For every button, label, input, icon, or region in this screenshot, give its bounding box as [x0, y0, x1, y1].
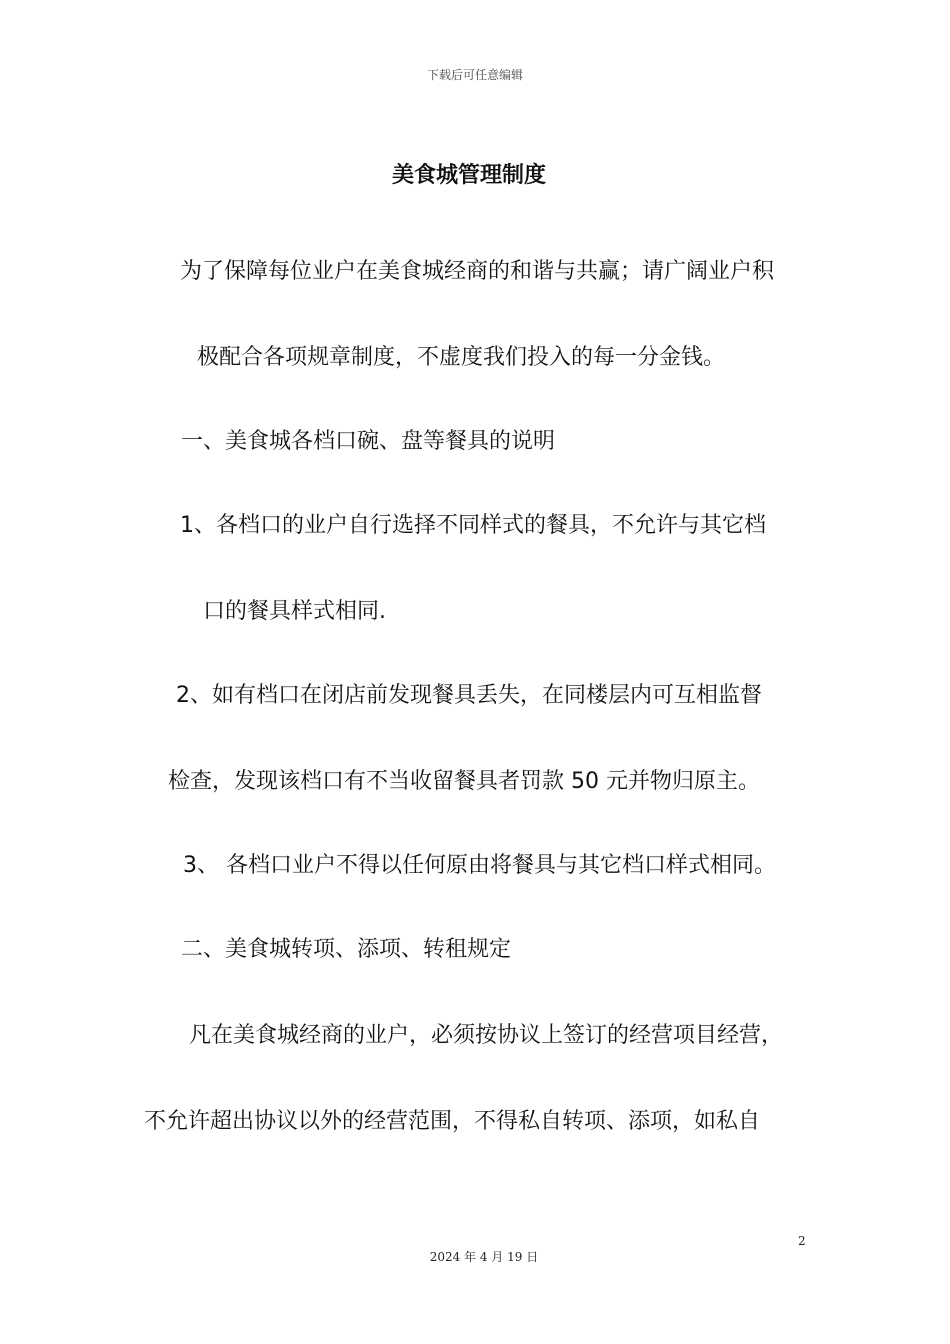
body-line-8: 凡在美食城经商的业户，必须按协议上签订的经营项目经营，	[189, 1023, 784, 1048]
body-line-3: 1、各档口的业户自行选择不同样式的餐具，不允许与其它档	[180, 513, 766, 538]
body-line-7: 3、 各档口业户不得以任何原由将餐具与其它档口样式相同。	[183, 853, 776, 878]
section-heading-2: 二、美食城转项、添项、转租规定	[181, 937, 512, 962]
body-line-5: 2、如有档口在闭店前发现餐具丢失，在同楼层内可互相监督	[176, 683, 762, 708]
body-line-9: 不允许超出协议以外的经营范围，不得私自转项、添项，如私自	[144, 1109, 761, 1134]
section-heading-1: 一、美食城各档口碗、盘等餐具的说明	[181, 429, 556, 454]
footer-date: 2024 年 4 月 19 日	[429, 1250, 539, 1264]
body-line-2: 极配合各项规章制度，不虚度我们投入的每一分金钱。	[197, 345, 726, 370]
body-line-4: 口的餐具样式相同.	[203, 599, 386, 624]
body-line-1: 为了保障每位业户在美食城经商的和谐与共赢；请广阔业户积	[180, 259, 775, 284]
page-number: 2	[798, 1234, 806, 1248]
document-title: 美食城管理制度	[391, 163, 546, 188]
body-line-6: 检查，发现该档口有不当收留餐具者罚款 50 元并物归原主。	[168, 769, 760, 794]
page-header: 下载后可任意编辑	[426, 68, 523, 82]
